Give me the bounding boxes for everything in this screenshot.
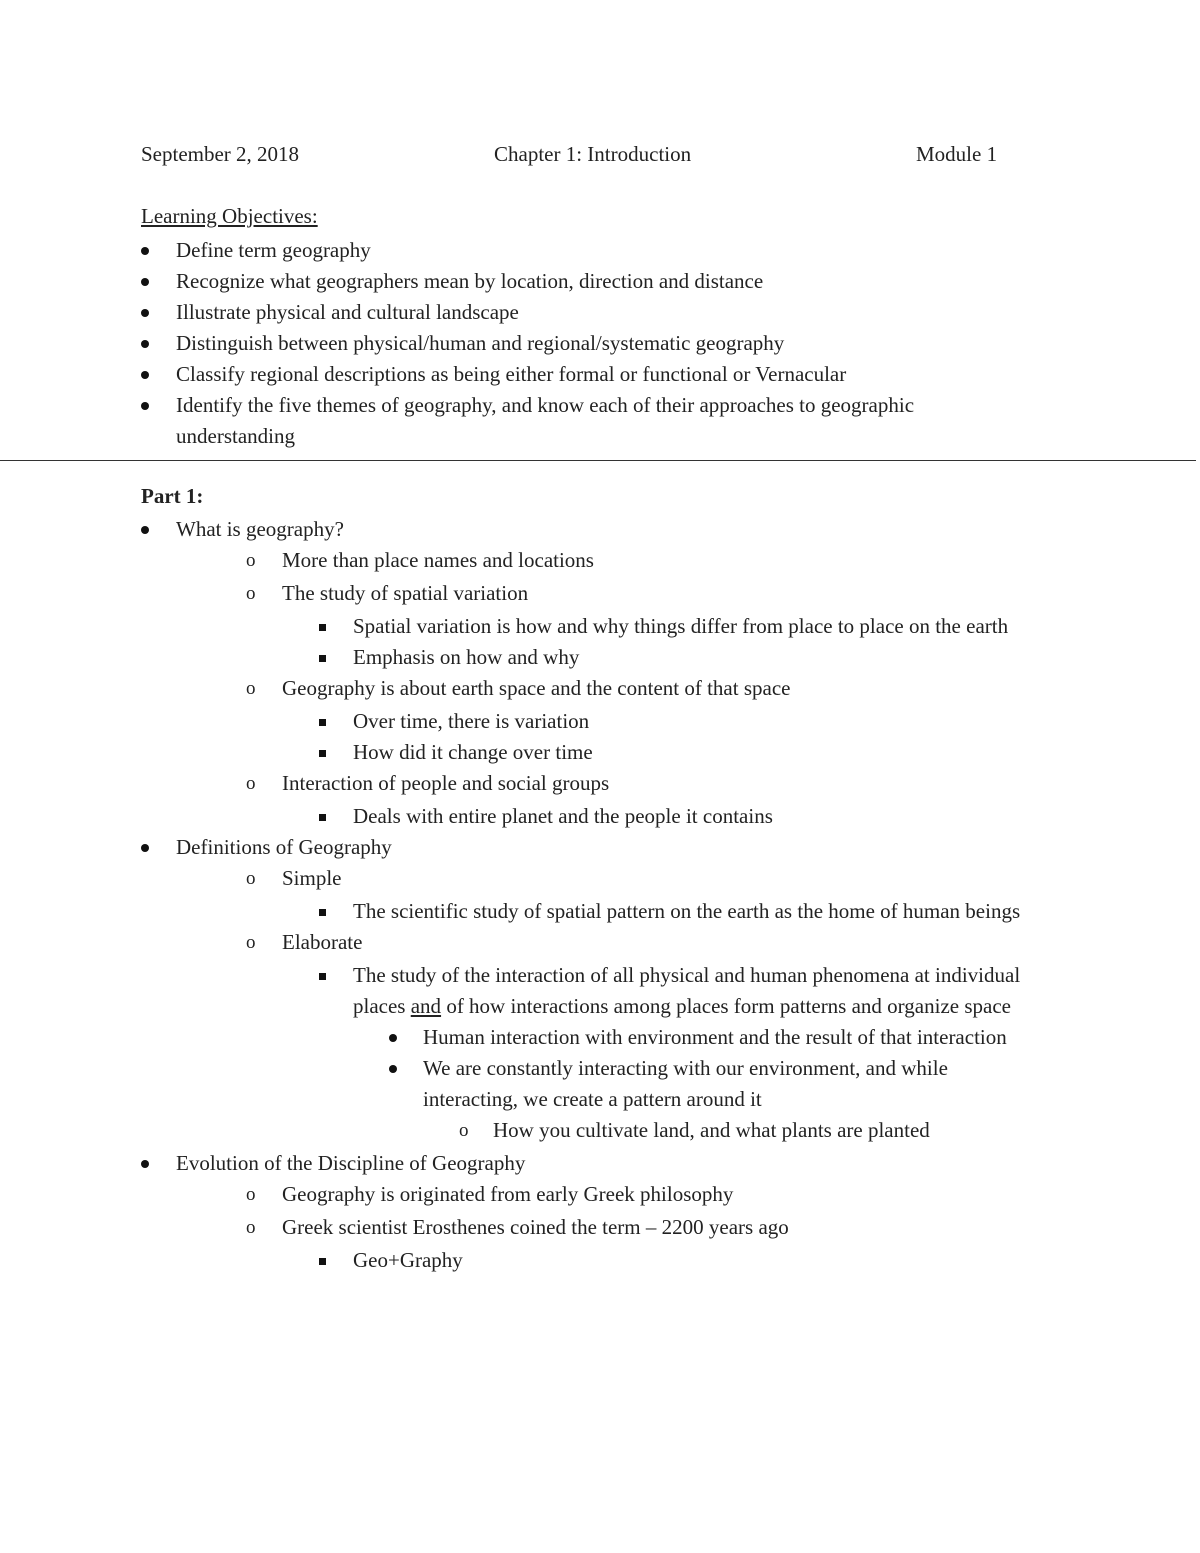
circle-bullet-icon: o (246, 1217, 256, 1238)
list-item: Distinguish between physical/human and regional/systematic geography (141, 328, 1041, 359)
bullet-icon (141, 832, 149, 863)
list-item: o Geography is about earth space and the content of that space (141, 673, 1061, 704)
page-header (141, 142, 1021, 172)
list-item: Illustrate physical and cultural landscape (141, 297, 1041, 328)
section-divider (0, 460, 1196, 461)
square-bullet-icon (319, 706, 326, 737)
list-item: Recognize what geographers mean by location, direction and distance (141, 266, 1041, 297)
list-item: Define term geography (141, 235, 1041, 266)
list-item: We are constantly interacting with our environment, and while interacting, we create a pattern around it (141, 1053, 1061, 1115)
circle-bullet-icon: o (246, 583, 256, 604)
list-item: The scientific study of spatial pattern on the earth as the home of human beings (141, 896, 1061, 927)
list-item: o Geography is originated from early Greek philosophy (141, 1179, 1061, 1210)
list-item: How did it change over time (141, 737, 1061, 768)
square-bullet-icon (319, 896, 326, 927)
list-item: Deals with entire planet and the people it contains (141, 801, 1061, 832)
part-title: Part 1: (141, 484, 204, 508)
bullet-icon (141, 390, 149, 421)
bullet-icon (141, 297, 149, 328)
circle-bullet-icon: o (246, 678, 256, 699)
bullet-icon (141, 1148, 149, 1179)
circle-bullet-icon: o (246, 932, 256, 953)
circle-bullet-icon: o (246, 550, 256, 571)
list-item: Definitions of Geography (141, 832, 1061, 863)
list-item: o How you cultivate land, and what plants are planted (141, 1115, 1061, 1146)
square-bullet-icon (319, 737, 326, 768)
circle-bullet-icon: o (246, 773, 256, 794)
list-item: The study of the interaction of all physical and human phenomena at individual places and of how interactions among places form patterns and organize space (141, 960, 1061, 1022)
bullet-icon (141, 359, 149, 390)
list-item: What is geography? (141, 514, 1061, 545)
list-item: Geo+Graphy (141, 1245, 1061, 1276)
list-item: Spatial variation is how and why things differ from place to place on the earth (141, 611, 1061, 642)
list-item: o Greek scientist Erosthenes coined the term – 2200 years ago (141, 1212, 1061, 1243)
header-date: September 2, 2018 (141, 142, 300, 166)
circle-bullet-icon: o (246, 868, 256, 889)
square-bullet-icon (319, 611, 326, 642)
list-item: o Elaborate (141, 927, 1061, 958)
list-item: Over time, there is variation (141, 706, 1061, 737)
square-bullet-icon (319, 642, 326, 673)
bullet-icon (141, 514, 149, 545)
bullet-icon (389, 1053, 397, 1084)
learning-objectives-list (141, 235, 1041, 452)
bullet-icon (141, 235, 149, 266)
list-item: o Simple (141, 863, 1061, 894)
list-item: Emphasis on how and why (141, 642, 1061, 673)
learning-objectives-title: Learning Objectives: (141, 204, 318, 228)
circle-bullet-icon: o (246, 1184, 256, 1205)
header-module: Module 1 (916, 142, 998, 166)
list-item: o The study of spatial variation (141, 578, 1061, 609)
list-item: o More than place names and locations (141, 545, 1061, 576)
list-item: Identify the five themes of geography, and know each of their approaches to geographic understanding (141, 390, 1041, 452)
square-bullet-icon (319, 960, 326, 991)
list-item: Human interaction with environment and the result of that interaction (141, 1022, 1061, 1053)
part-1-outline (141, 514, 1061, 1276)
bullet-icon (389, 1022, 397, 1053)
square-bullet-icon (319, 801, 326, 832)
bullet-icon (141, 266, 149, 297)
circle-bullet-icon: o (459, 1120, 469, 1141)
bullet-icon (141, 328, 149, 359)
square-bullet-icon (319, 1245, 326, 1276)
list-item: Evolution of the Discipline of Geography (141, 1148, 1061, 1179)
list-item: Classify regional descriptions as being either formal or functional or Vernacular (141, 359, 1041, 390)
header-chapter: Chapter 1: Introduction (494, 142, 692, 166)
list-item: o Interaction of people and social groups (141, 768, 1061, 799)
